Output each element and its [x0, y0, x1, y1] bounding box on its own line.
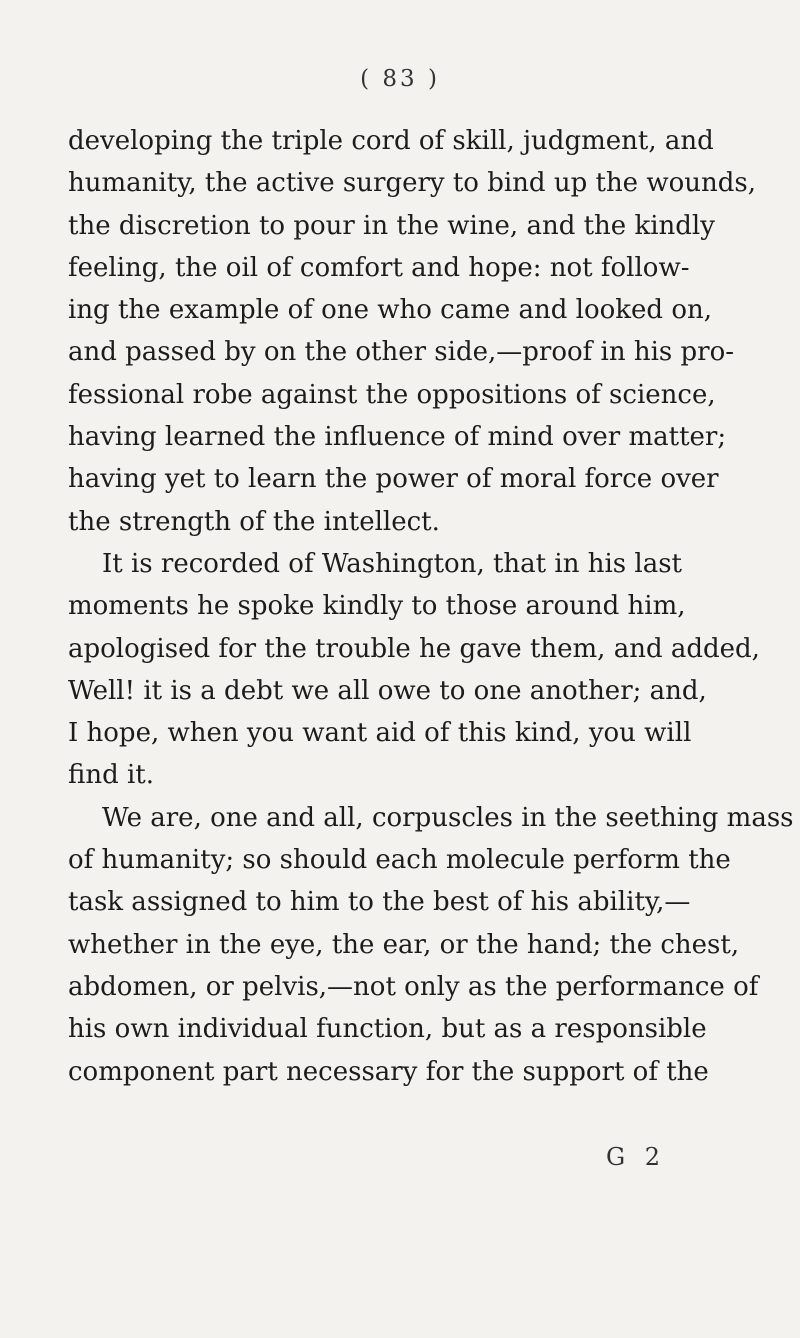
text-line: of humanity; so should each molecule perform the	[68, 845, 731, 876]
text-line: fessional robe against the oppositions of science,	[68, 379, 716, 410]
text-line: abdomen, or pelvis,—not only as the performance of	[68, 971, 759, 1002]
text-line: having yet to learn the power of moral force over	[68, 464, 719, 495]
text-line: and passed by on the other side,—proof in his pro-	[68, 337, 735, 368]
text-line: ing the example of one who came and looked on,	[68, 295, 712, 326]
text-line: I hope, when you want aid of this kind, you will	[68, 718, 692, 749]
page-number: ( 83 )	[360, 66, 440, 92]
text-line: feeling, the oil of comfort and hope: not follow-	[68, 252, 690, 283]
text-line: his own individual function, but as a responsible	[68, 1014, 707, 1045]
text-line: find it.	[68, 760, 155, 791]
text-line: having learned the influence of mind over matter;	[68, 422, 727, 453]
text-line: moments he spoke kindly to those around him,	[68, 591, 686, 622]
text-line: whether in the eye, the ear, or the hand; the chest,	[68, 929, 740, 960]
text-line: the discretion to pour in the wine, and the kindly	[68, 210, 715, 241]
body-text	[68, 120, 794, 1093]
text-line: humanity, the active surgery to bind up the wounds,	[68, 168, 756, 199]
text-line: apologised for the trouble he gave them, and added,	[68, 633, 760, 664]
text-line: We are, one and all, corpuscles in the seething mass	[102, 802, 794, 833]
text-line: the strength of the intellect.	[68, 506, 440, 537]
text-line: developing the triple cord of skill, judgment, and	[68, 126, 714, 156]
signature-mark: G 2	[606, 1143, 667, 1171]
text-line: It is recorded of Washington, that in his last	[102, 548, 682, 579]
text-line: task assigned to him to the best of his ability,—	[68, 887, 691, 918]
text-line: Well! it is a debt we all owe to one another; and,	[68, 675, 707, 706]
text-line: component part necessary for the support of the	[68, 1056, 709, 1087]
